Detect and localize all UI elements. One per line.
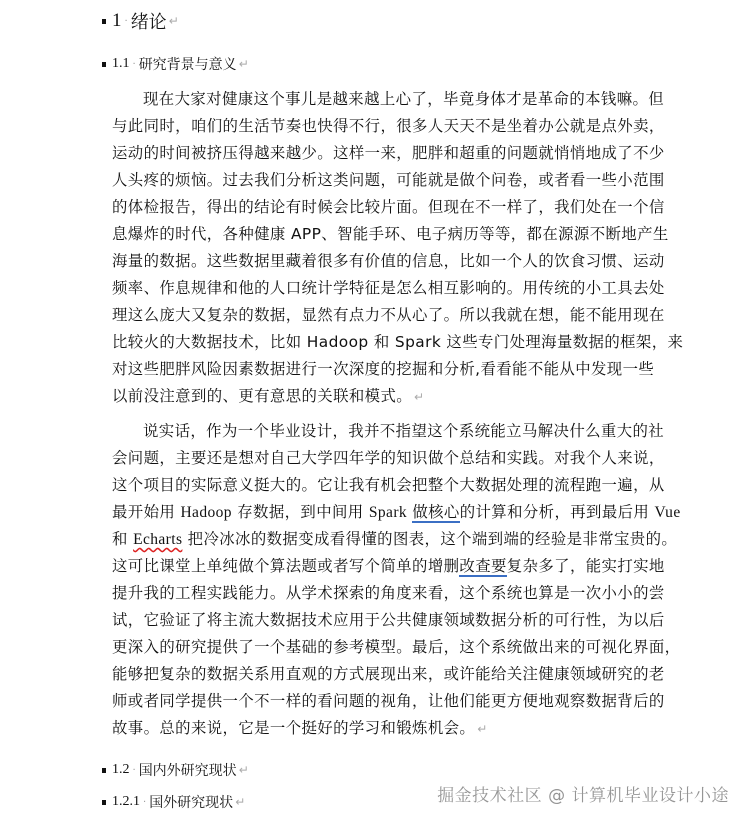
text-line: 提升我的工程实践能力。从学术探索的角度来看，这个系统也算是一次小小的尝 xyxy=(112,584,665,602)
text-line: 息爆炸的时代，各种健康 APP、智能手环、电子病历等等，都在源源不断地产生 xyxy=(112,225,669,243)
heading-number: 1.2.1 xyxy=(112,794,140,809)
grammar-flag[interactable]: 做核心 xyxy=(412,503,460,521)
grammar-flag[interactable]: 改查要 xyxy=(459,557,507,575)
heading-1-2[interactable] xyxy=(102,760,249,780)
paragraph-significance[interactable] xyxy=(112,418,681,742)
text-line: 对这些肥胖风险因素数据进行一次深度的挖掘和分析,看看能不能从中发现一些 xyxy=(112,360,655,378)
heading-title: 绪论 xyxy=(130,12,167,33)
paragraph-mark-icon: ↵ xyxy=(235,795,246,809)
text-line: 说实话，作为一个毕业设计，我并不指望这个系统能立马解决什么重大的社 xyxy=(143,422,665,440)
paragraph-mark-icon: ↵ xyxy=(168,14,179,28)
space-mark: · xyxy=(143,796,147,808)
text-line: 理这么庞大又复杂的数据，显然有点力不从心了。所以我就在想，能不能用现在 xyxy=(112,306,665,324)
heading-title: 国内外研究现状 xyxy=(138,763,237,779)
heading-1-1[interactable] xyxy=(102,54,249,74)
heading-bullet-icon xyxy=(102,768,106,773)
heading-bullet-icon xyxy=(102,800,106,805)
text-run: 的计算和分析，再到最后用 xyxy=(459,503,655,521)
text-line: 试，它验证了将主流大数据技术应用于公共健康领域数据分析的可行性，为以后 xyxy=(112,611,665,629)
heading-number: 1 xyxy=(112,10,122,31)
heading-bullet-icon xyxy=(102,62,106,67)
text-run: 和 xyxy=(112,530,134,548)
space-mark: · xyxy=(132,764,136,776)
text-run: 最开始用 xyxy=(112,503,181,521)
text-line: 这个项目的实际意义挺大的。它让我有机会把整个大数据处理的流程跑一遍，从 xyxy=(112,476,665,494)
term-vue: Vue xyxy=(654,504,681,521)
text-line: 师或者同学提供一个不一样的看问题的视角，让他们能更方便地观察数据背后的 xyxy=(112,692,665,710)
text-line: 比较火的大数据技术，比如 Hadoop 和 Spark 这些专门处理海量数据的框架，来 xyxy=(112,333,684,351)
paragraph-mark-icon: ↵ xyxy=(238,57,249,71)
text-line xyxy=(112,526,678,553)
text-line: 人头疼的烦恼。过去我们分析这类问题，可能就是做个问卷，或者看一些小范围 xyxy=(112,171,665,189)
text-line-content: 故事。总的来说，它是一个挺好的学习和锻炼机会。 xyxy=(112,719,476,737)
heading-1[interactable] xyxy=(102,8,179,34)
heading-bullet-icon xyxy=(102,19,106,24)
text-line: 与此同时，咱们的生活节奏也快得不行，很多人天天不是坐着办公就是点外卖， xyxy=(112,117,665,135)
heading-number: 1.2 xyxy=(112,762,130,777)
watermark: 掘金技术社区 @ 计算机毕业设计小途 xyxy=(437,786,729,806)
space-mark: · xyxy=(132,58,136,70)
text-line: 的体检报告，得出的结论有时候会比较片面。但现在不一样了，我们处在一个信 xyxy=(112,198,665,216)
text-run: 这可比课堂上单纯做个算法题或者写个简单的增删 xyxy=(112,557,460,575)
text-line: 能够把复杂的数据关系用直观的方式展现出来，或许能给关注健康领域研究的老 xyxy=(112,665,665,683)
text-run: 存数据，到中间用 xyxy=(231,503,369,521)
paragraph-background[interactable] xyxy=(112,86,684,410)
term-spark: Spark xyxy=(368,504,408,521)
text-line-content: 以前没注意到的、更有意思的关联和模式。 xyxy=(112,387,413,405)
paragraph-mark-icon: ↵ xyxy=(238,763,249,777)
text-line xyxy=(112,553,665,580)
text-line: 更深入的研究提供了一个基础的参考模型。最后，这个系统做出来的可视化界面， xyxy=(112,638,681,656)
text-line xyxy=(112,383,638,410)
space-mark: · xyxy=(124,15,128,27)
text-line: 会问题，主要还是想对自己大学四年学的知识做个总结和实践。对我个人来说， xyxy=(112,449,665,467)
text-run: 复杂多了，能实打实地 xyxy=(506,557,665,575)
text-line: 运动的时间被挤压得越来越少。这样一来，肥胖和超重的问题就悄悄地成了不少 xyxy=(112,144,665,162)
text-line: 频率、作息规律和他的人口统计学特征是怎么相互影响的。用传统的小工具去处 xyxy=(112,279,665,297)
paragraph-mark-icon: ↵ xyxy=(414,390,425,404)
text-line: 海量的数据。这些数据里藏着很多有价值的信息，比如一个人的饮食习惯、运动 xyxy=(112,252,665,270)
paragraph-mark-icon: ↵ xyxy=(477,722,488,736)
heading-number: 1.1 xyxy=(112,56,130,71)
text-line xyxy=(112,715,638,742)
heading-title: 研究背景与意义 xyxy=(138,57,237,73)
heading-title: 国外研究现状 xyxy=(149,795,234,811)
text-line xyxy=(112,499,681,526)
text-run: 把冷冰冰的数据变成看得懂的图表，这个端到端的经验是非常宝贵的。 xyxy=(182,530,678,548)
heading-1-2-1[interactable] xyxy=(102,792,245,812)
text-line: 现在大家对健康这个事儿是越来越上心了，毕竟身体才是革命的本钱嘛。但 xyxy=(143,90,665,108)
term-hadoop: Hadoop xyxy=(180,504,232,521)
spelling-flag[interactable]: Echarts xyxy=(133,531,183,548)
